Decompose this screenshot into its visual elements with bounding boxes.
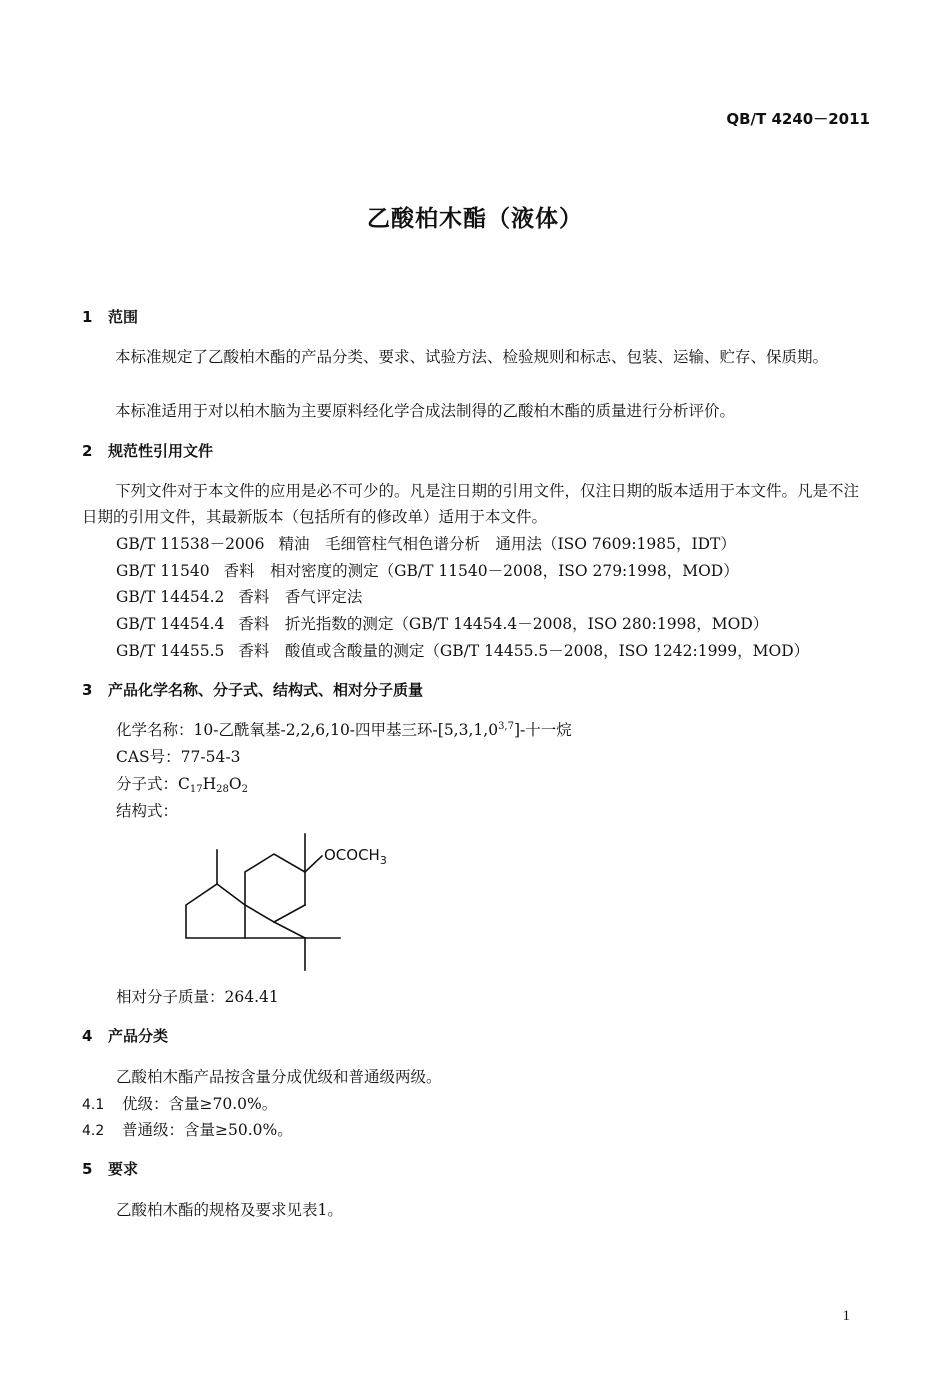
bridge-bond <box>245 905 274 922</box>
structure-label: 结构式： <box>116 802 179 820</box>
standard-code: QB/T 4240－2011 <box>726 110 870 128</box>
chemical-name-label: 化学名称： <box>116 721 194 739</box>
upper-six-ring <box>245 854 305 905</box>
reference-title: 香料 酸值或含酸量的测定（GB/T 14455.5－2008，ISO 1242:1999，MOD） <box>238 642 810 660</box>
bridge-bond <box>274 905 305 922</box>
formula-subscript: 28 <box>216 784 229 795</box>
acetoxy-bond <box>305 856 322 872</box>
section-1-paragraph-2: 本标准适用于对以柏木脑为主要原料经化学合成法制得的乙酸柏木酯的质量进行分析评价。 <box>115 402 736 420</box>
section-title: 要求 <box>108 1160 139 1178</box>
reference-title: 精油 毛细管柱气相色谱分析 通用法（ISO 7609:1985，IDT） <box>278 535 736 553</box>
section-title: 范围 <box>108 308 139 326</box>
reference-item <box>116 612 782 634</box>
reference-code: GB/T 11540 <box>116 562 210 580</box>
formula-element: H <box>202 775 217 793</box>
chemical-name <box>116 718 572 740</box>
mass-label: 相对分子质量： <box>116 988 225 1006</box>
grade-item <box>82 1092 277 1114</box>
section-4-intro: 乙酸柏木酯产品按含量分成优级和普通级两级。 <box>116 1068 442 1086</box>
section-title: 规范性引用文件 <box>108 442 214 460</box>
section-2-heading <box>82 440 213 461</box>
reference-item <box>116 639 823 661</box>
section-4-heading <box>82 1025 168 1046</box>
section-title: 产品分类 <box>108 1027 169 1045</box>
acetoxy-group-label: $OCOCH_3$ <box>324 846 387 867</box>
formula-element: O <box>228 775 242 793</box>
molecular-mass <box>116 985 279 1007</box>
reference-code: GB/T 14454.4 <box>116 615 225 633</box>
chemical-name-superscript: 3,7 <box>498 721 514 732</box>
five-membered-ring <box>186 884 245 938</box>
reference-title: 香料 折光指数的测定（GB/T 14454.4－2008，ISO 280:1998，MOD） <box>238 615 769 633</box>
section-5-heading <box>82 1158 138 1179</box>
section-5-intro: 乙酸柏木酯的规格及要求见表1。 <box>116 1201 343 1219</box>
section-number: 5 <box>82 1160 93 1178</box>
lower-ring-bond <box>274 922 305 938</box>
reference-code: GB/T 11538－2006 <box>116 535 265 553</box>
section-title: 产品化学名称、分子式、结构式、相对分子质量 <box>108 681 424 699</box>
reference-code: GB/T 14455.5 <box>116 642 225 660</box>
section-1-heading <box>82 306 138 327</box>
reference-title: 香料 相对密度的测定（GB/T 11540－2008，ISO 279:1998，MOD） <box>223 562 739 580</box>
cas-label: CAS号： <box>116 748 181 766</box>
page-number: 1 <box>842 1308 850 1324</box>
reference-title: 香料 香气评定法 <box>238 588 363 606</box>
reference-item <box>116 532 750 554</box>
item-number: 4.1 <box>82 1097 105 1113</box>
reference-code: GB/T 14454.2 <box>116 588 225 606</box>
grade-item <box>82 1118 293 1140</box>
formula-label: 分子式： <box>116 775 179 793</box>
formula-element: C <box>178 775 190 793</box>
section-number: 2 <box>82 442 93 460</box>
section-2-intro: 下列文件对于本文件的应用是必不可少的。凡是注日期的引用文件，仅注日期的版本适用于本文件。凡是不注日期的引用文件，其最新版本（包括所有的修改单）适用于本文件。 <box>82 482 860 526</box>
section-number: 3 <box>82 681 93 699</box>
section-number: 1 <box>82 308 93 326</box>
section-1-paragraph-1: 本标准规定了乙酸柏木酯的产品分类、要求、试验方法、检验规则和标志、包装、运输、贮存、保质期。 <box>115 348 829 366</box>
cas-value: 77-54-3 <box>180 748 241 766</box>
formula-subscript: 2 <box>241 784 248 795</box>
formula-subscript: 17 <box>189 784 203 795</box>
item-text: 优级：含量≥70.0%。 <box>122 1095 278 1113</box>
item-text: 普通级：含量≥50.0%。 <box>122 1121 293 1139</box>
mass-value: 264.41 <box>224 988 279 1006</box>
document-title: 乙酸柏木酯（液体） <box>367 206 583 232</box>
cas-number <box>116 745 240 767</box>
item-number: 4.2 <box>82 1123 105 1139</box>
molecular-formula <box>116 772 248 795</box>
reference-item <box>116 559 753 581</box>
section-number: 4 <box>82 1027 93 1045</box>
section-3-heading <box>82 679 423 700</box>
chemical-name-suffix: ]-十一烷 <box>513 721 572 739</box>
reference-item <box>116 585 376 607</box>
structural-formula-diagram <box>170 820 430 980</box>
chemical-name-prefix: 10-乙酰氧基-2,2,6,10-四甲基三环-[5,3,1,0 <box>193 721 499 739</box>
